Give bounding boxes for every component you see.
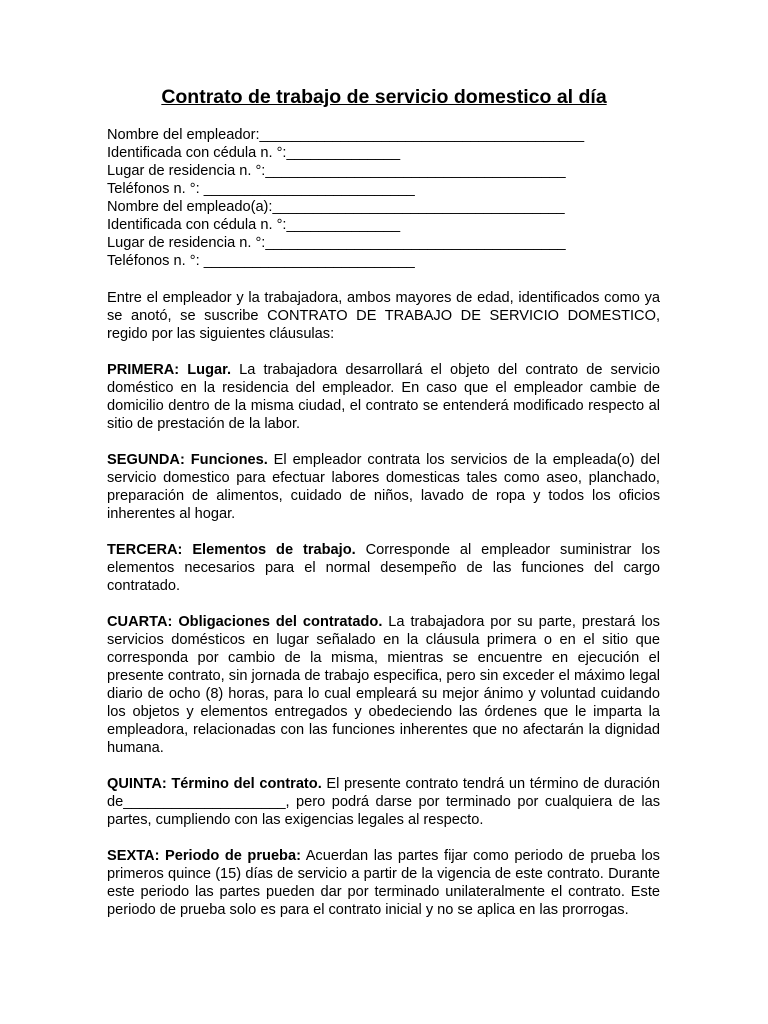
clause-heading: PRIMERA: Lugar. <box>107 362 232 378</box>
employee-phone-line: Teléfonos n. °: __________________________ <box>107 253 415 269</box>
employee-name-line: Nombre del empleado(a):____________________________________ <box>107 199 565 215</box>
clause-text: El empleador contrata los servicios de la empleada(o) del servicio domestico para efectuar labores domesticas tales como aseo, planchado, preparación de alimentos, cuidado de niños, lavado de ropa y todos los oficios inherentes al hogar. <box>107 452 661 522</box>
clause-text: El presente contrato tendrá un término de duración de____________________, pero podrá darse por terminado por cualquiera de las partes, cumpliendo con las exigencias legales al respecto. <box>107 776 660 828</box>
clause-text: La trabajadora por su parte, prestará los servicios domésticos en lugar señalado en la cláusula primera o en el sitio que corresponda por cambio de la misma, mientras se encuentre en ejecución el presente contrato, sin jornada de trabajo especifica, pero sin exceder el máximo legal diario de ocho (8) horas, para lo cual empleará su mejor ánimo y voluntad cuidando los objetos y elementos entregados y obedeciendo las órdenes que le imparta la empleadora, relacionadas con las funciones inherentes que no afectarán la dignidad humana. <box>107 614 660 756</box>
document-title: Contrato de trabajo de servicio domestico al día <box>161 86 607 108</box>
employer-residence-line: Lugar de residencia n. °:_____________________________________ <box>107 163 566 179</box>
clause-text: La trabajadora desarrollará el objeto del contrato de servicio doméstico en la residencia del empleador. En caso que el empleador cambie de domicilio dentro de la misma ciudad, el contrato se entenderá modificado respecto al sitio de prestación de la labor. <box>107 362 660 432</box>
clause-text: Acuerdan las partes fijar como periodo de prueba los primeros quince (15) días de servicio a partir de la vigencia de este contrato. Durante este periodo las partes pueden dar por terminado unilateralmente el contrato. Este periodo de prueba solo es para el contrato inicial y no se aplica en las prorrogas. <box>107 848 660 918</box>
clause-text: Corresponde al empleador suministrar los elementos necesarios para el normal desempeño de las funciones del cargo contratado. <box>107 542 660 594</box>
employer-phone-line: Teléfonos n. °: __________________________ <box>107 181 415 197</box>
clause-cuarta <box>107 613 660 757</box>
clause-heading: SEXTA: Periodo de prueba: <box>107 848 301 864</box>
employer-id-line: Identificada con cédula n. °:______________ <box>107 145 401 161</box>
clause-primera <box>107 361 660 433</box>
clause-tercera <box>107 541 660 595</box>
clause-quinta <box>107 775 660 829</box>
clause-heading: TERCERA: Elementos de trabajo. <box>107 542 356 558</box>
clause-heading: SEGUNDA: Funciones. <box>107 452 268 468</box>
intro-paragraph: Entre el empleador y la trabajadora, ambos mayores de edad, identificados como ya se anotó, se suscribe CONTRATO DE TRABAJO DE SERVICIO DOMESTICO, regido por las siguientes cláusulas: <box>107 290 660 342</box>
employee-residence-line: Lugar de residencia n. °:_____________________________________ <box>107 235 566 251</box>
employer-name-line: Nombre del empleador:________________________________________ <box>107 127 585 143</box>
clause-segunda <box>107 451 660 523</box>
clause-heading: QUINTA: Término del contrato. <box>107 776 322 792</box>
contract-body <box>107 289 660 937</box>
party-details <box>107 126 667 270</box>
employee-id-line: Identificada con cédula n. °:______________ <box>107 217 401 233</box>
clause-heading: CUARTA: Obligaciones del contratado. <box>107 614 383 630</box>
clause-sexta <box>107 847 660 919</box>
